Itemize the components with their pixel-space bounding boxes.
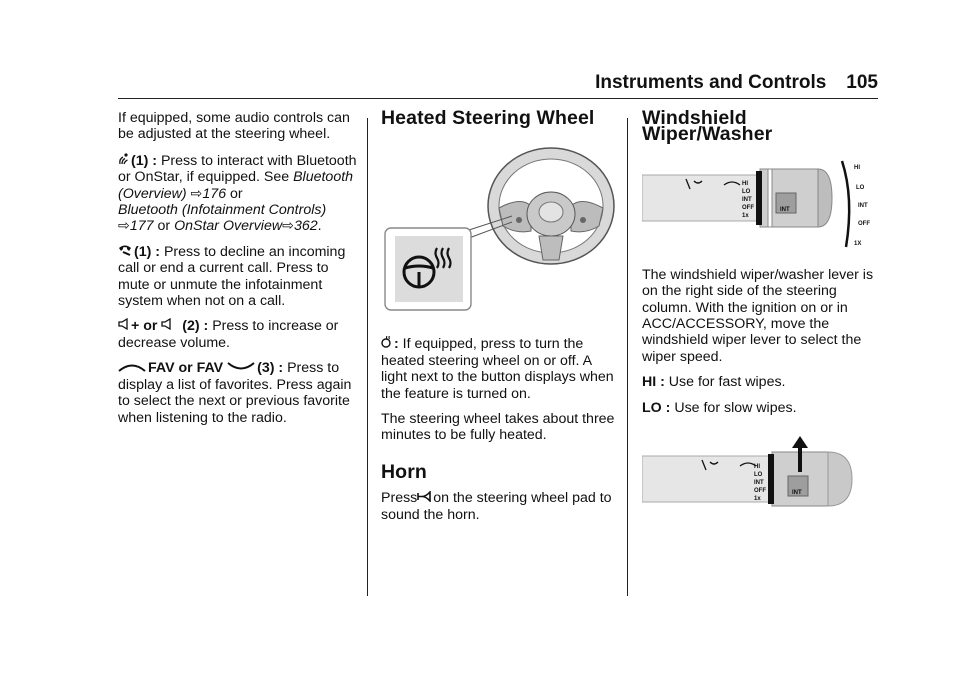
volume-item: + or (2) : Press to increase or decrease volume.	[118, 318, 339, 351]
favorites-label: (3) :	[257, 360, 284, 377]
ref-bluetooth-infotainment[interactable]: Bluetooth (Infotainment Controls)	[118, 202, 327, 219]
horn-icon	[417, 490, 431, 506]
bluetooth-item: (1) : Press to interact with Bluetooth or OnStar, if equipped. See Bluetooth (Overview) ⇨176 or Bluetooth (Infotainment Controls) ⇨177 or OnStar Overview⇨362.	[118, 152, 357, 235]
volume-icon	[118, 318, 129, 334]
steering-wheel-figure	[381, 136, 617, 326]
lever2-label-off: OFF	[754, 488, 766, 495]
end-call-item: (1) : Press to decline an incoming call or end a current call. Press to mute or unmute the infotainment system when not on a call.	[118, 243, 346, 310]
bluetooth-item-label: (1) :	[131, 152, 158, 169]
chevron-up-icon	[118, 360, 146, 376]
wiper-lever-figure-2	[642, 434, 878, 534]
lever-label-1x: 1x	[742, 212, 749, 219]
column-heated-wheel-horn	[381, 107, 617, 532]
ref-bluetooth-overview[interactable]: Bluetooth (Overview)	[118, 169, 354, 202]
wiper-title: Windshield Wiper/Washer	[642, 107, 773, 146]
wiper-lever-illustration	[642, 169, 832, 227]
column-wiper-washer	[642, 107, 878, 534]
end-call-label: (1) :	[134, 243, 161, 260]
lever-int-label-2: INT	[792, 490, 802, 497]
lever2-label-int: INT	[754, 480, 764, 487]
scale-label-off: OFF	[858, 220, 870, 227]
column-audio-controls	[118, 110, 358, 435]
lever2-label-lo: LO	[754, 472, 763, 479]
lever-label-off: OFF	[742, 204, 754, 211]
volume-icon	[161, 318, 172, 334]
scale-label-1x: 1X	[854, 240, 862, 247]
heated-wheel-desc: : If equipped, press to turn the heated steering wheel on or off. A light next to the button displays when the feature is turned on.	[381, 336, 614, 402]
chevron-down-icon	[227, 360, 255, 376]
horn-desc: Press on the steering wheel pad to sound the horn.	[381, 490, 612, 523]
page-ref-arrow-icon: ⇨	[118, 218, 130, 235]
lever2-label-1x: 1x	[754, 496, 761, 503]
scale-label-int: INT	[858, 202, 868, 209]
lever-label-int: INT	[742, 196, 752, 203]
steering-wheel-illustration	[488, 148, 614, 264]
voice-command-icon	[118, 152, 129, 169]
scale-label-hi: HI	[854, 164, 860, 171]
wiper-lever-illustration-2	[642, 452, 852, 506]
column-divider-1	[367, 118, 368, 596]
page-ref-arrow-icon: ⇨	[282, 218, 294, 235]
lever2-label-hi: HI	[754, 464, 760, 471]
wiper-hi: HI : Use for fast wipes.	[642, 374, 786, 391]
page-header	[590, 72, 878, 94]
volume-label: (2) :	[182, 318, 209, 335]
horn-title: Horn	[381, 460, 427, 483]
header-rule	[118, 98, 878, 99]
wiper-lever-figure	[642, 155, 878, 255]
page-number: 105	[846, 72, 878, 93]
wiper-lo: LO : Use for slow wipes.	[642, 399, 797, 416]
arrow-up-icon	[792, 436, 808, 448]
page-ref-arrow-icon: ⇨	[190, 185, 203, 202]
heated-wheel-icon	[381, 336, 392, 352]
lever-int-label: INT	[780, 206, 790, 213]
lever-label-lo: LO	[742, 188, 751, 195]
favorites-item: FAV or FAV (3) : Press to display a list of favorites. Press again to select the next or previous favorite when listening to the radio.	[118, 360, 352, 426]
scale-label-lo: LO	[856, 184, 865, 191]
heated-wheel-title: Heated Steering Wheel	[381, 107, 595, 129]
audio-intro: If equipped, some audio controls can be adjusted at the steering wheel.	[118, 110, 350, 143]
end-call-icon	[118, 244, 132, 260]
heat-time-note: The steering wheel takes about three minutes to be fully heated.	[381, 411, 615, 444]
wiper-desc: The windshield wiper/washer lever is on the right side of the steering column. With the ignition on or in ACC/ACCESSORY, move the windshield wiper lever to select the wiper speed.	[642, 266, 874, 365]
column-divider-2	[627, 118, 628, 596]
lever-label-hi: HI	[742, 180, 748, 187]
section-title: Instruments and Controls	[595, 72, 827, 93]
ref-onstar-overview[interactable]: OnStar Overview	[174, 218, 283, 235]
